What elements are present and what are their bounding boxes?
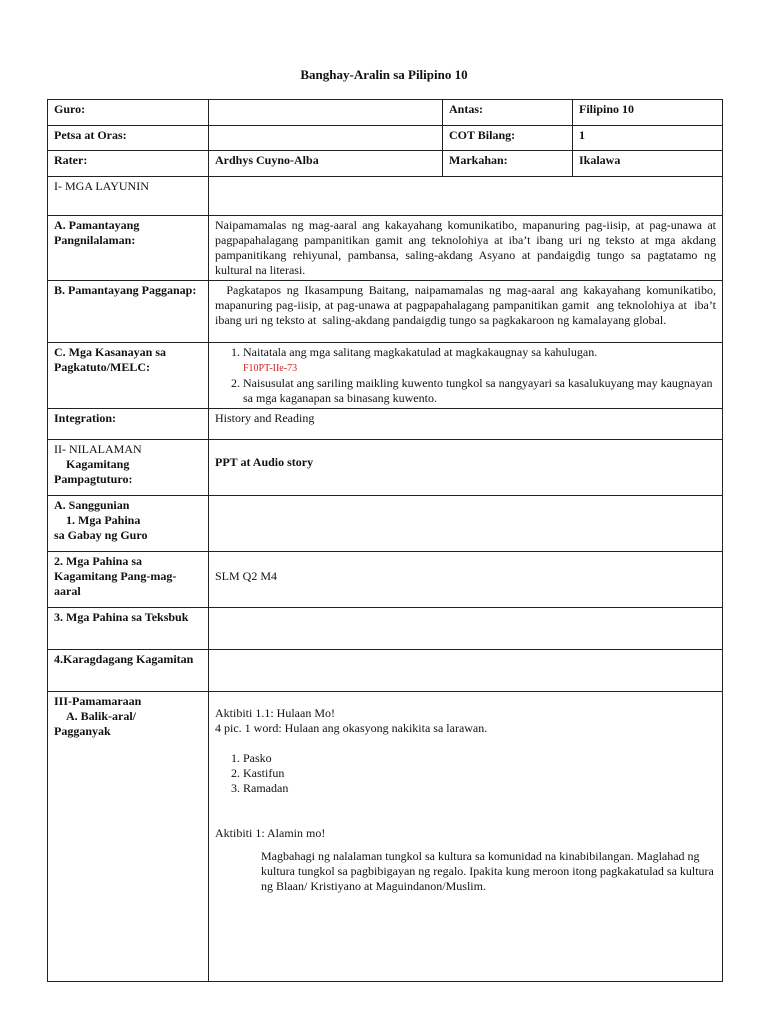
row-melc xyxy=(48,343,723,409)
okasyon-item: 2. Kastifun xyxy=(243,766,716,781)
okasyon-list xyxy=(215,751,716,796)
pamamaraan-content xyxy=(209,692,723,982)
integration-value: History and Reading xyxy=(209,409,723,440)
sanggunian-heading: A. Sanggunian xyxy=(54,498,130,512)
integration-label: Integration: xyxy=(48,409,209,440)
pagganap-text: Pagkatapos ng Ikasampung Baitang, naipamamalas ng mag-aaral ang kakayahang komunikatibo, mapanuring pag-iisip, at pag-unawa at pagpapahalagang pampanitikan gamit ang teknolohiya at iba’t ibang uri ng teksto at saling-akdang pandaigdig tungo sa pagkakaroon ng kamalayang global. xyxy=(209,281,723,343)
pahina-mag-aaral-value: SLM Q2 M4 xyxy=(209,552,723,608)
row-layunin-heading xyxy=(48,177,723,216)
melc-item xyxy=(243,376,716,406)
teksbuk-label: 3. Mga Pahina sa Teksbuk xyxy=(48,608,209,650)
sanggunian-value xyxy=(209,496,723,552)
melc-content xyxy=(209,343,723,409)
markahan-label: Markahan: xyxy=(443,151,573,177)
guro-label: Guro: xyxy=(48,100,209,126)
layunin-heading: I- MGA LAYUNIN xyxy=(48,177,209,216)
pamamaraan-sub2: Pagganyak xyxy=(54,724,111,738)
melc-list xyxy=(215,345,716,406)
antas-value: Filipino 10 xyxy=(573,100,723,126)
row-nilalaman xyxy=(48,440,723,496)
pangnilalaman-label: A. Pamantayang Pangnilalaman: xyxy=(48,216,209,281)
pagganap-label: B. Pamantayang Pagganap: xyxy=(48,281,209,343)
row-teksbuk xyxy=(48,608,723,650)
okasyon-item: 3. Ramadan xyxy=(243,781,716,796)
row-karagdagang-kagamitan xyxy=(48,650,723,692)
lesson-plan-table xyxy=(47,99,723,982)
karagdagang-value xyxy=(209,650,723,692)
aktibiti-1-text: Magbahagi ng nalalaman tungkol sa kultura sa komunidad na kinabibilangan. Maglahad ng kultura tungkol sa pagbibigayan ng regalo. Ipakita kung meroon itong pagkakatulad sa kultura ng Blaan/ Kristiyano at Maguindanon/Muslim. xyxy=(261,849,714,893)
pahina-mag-aaral-label: 2. Mga Pahina sa Kagamitang Pang-mag-aaral xyxy=(48,552,209,608)
pamamaraan-sub1: A. Balik-aral/ xyxy=(66,709,137,723)
document-title: Banghay-Aralin sa Pilipino 10 xyxy=(300,67,468,82)
melc-label: C. Mga Kasanayan sa Pagkatuto/MELC: xyxy=(48,343,209,409)
markahan-value: Ikalawa xyxy=(573,151,723,177)
row-guro xyxy=(48,100,723,126)
nilalaman-label-cell xyxy=(48,440,209,496)
sanggunian-sub2: sa Gabay ng Guro xyxy=(54,528,148,542)
petsa-label: Petsa at Oras: xyxy=(48,126,209,151)
row-sanggunian xyxy=(48,496,723,552)
row-pamantayang-pagganap xyxy=(48,281,723,343)
rater-label: Rater: xyxy=(48,151,209,177)
nilalaman-sub1: Kagamitang xyxy=(66,457,130,471)
cot-label: COT Bilang: xyxy=(443,126,573,151)
melc-code: F10PT-IIe-73 xyxy=(243,363,298,374)
melc-item-1: Naitatala ang mga salitang magkakatulad at magkakaugnay sa kahulugan. xyxy=(243,345,598,359)
nilalaman-value: PPT at Audio story xyxy=(209,440,723,496)
guro-value xyxy=(209,100,443,126)
rater-value: Ardhys Cuyno-Alba xyxy=(209,151,443,177)
aktibiti-1-title: Aktibiti 1: Alamin mo! xyxy=(215,826,326,840)
sanggunian-sub1: 1. Mga Pahina xyxy=(66,513,141,527)
antas-label: Antas: xyxy=(443,100,573,126)
row-petsa xyxy=(48,126,723,151)
row-rater xyxy=(48,151,723,177)
pamamaraan-label-cell xyxy=(48,692,209,982)
row-pahina-mag-aaral xyxy=(48,552,723,608)
row-pamantayang-pangnilalaman xyxy=(48,216,723,281)
okasyon-item: 1. Pasko xyxy=(243,751,716,766)
melc-item xyxy=(243,345,716,376)
petsa-value xyxy=(209,126,443,151)
nilalaman-heading: II- NILALAMAN xyxy=(54,442,142,456)
row-pamamaraan xyxy=(48,692,723,982)
row-integration xyxy=(48,409,723,440)
pamamaraan-heading: III-Pamamaraan xyxy=(54,694,142,708)
melc-item-2: Naisusulat ang sariling maikling kuwento tungkol sa nangyayari sa kasalukuyang may kaugnayan sa mga kaganapan sa binasang kuwento. xyxy=(243,376,713,405)
layunin-empty xyxy=(209,177,723,216)
nilalaman-sub2: Pampagtuturo: xyxy=(54,472,133,486)
cot-value: 1 xyxy=(573,126,723,151)
aktibiti-1-1-title: Aktibiti 1.1: Hulaan Mo! xyxy=(215,706,335,720)
karagdagang-label: 4.Karagdagang Kagamitan xyxy=(48,650,209,692)
sanggunian-label-cell xyxy=(48,496,209,552)
aktibiti-1-1-desc: 4 pic. 1 word: Hulaan ang okasyong nakikita sa larawan. xyxy=(215,721,488,735)
pangnilalaman-text: Naipamamalas ng mag-aaral ang kakayahang komunikatibo, mapanuring pag-iisip, at pag-unawa at pagpapahalagang pampanitikan gamit ang teknolohiya at iba’t ibang uri ng teksto at mga akdang pampanitikang rehiyunal, pambansa, saling-akdang Asyano at pandaigdig tungo sa pagtatamo ng kultural na literasi. xyxy=(209,216,723,281)
teksbuk-value xyxy=(209,608,723,650)
